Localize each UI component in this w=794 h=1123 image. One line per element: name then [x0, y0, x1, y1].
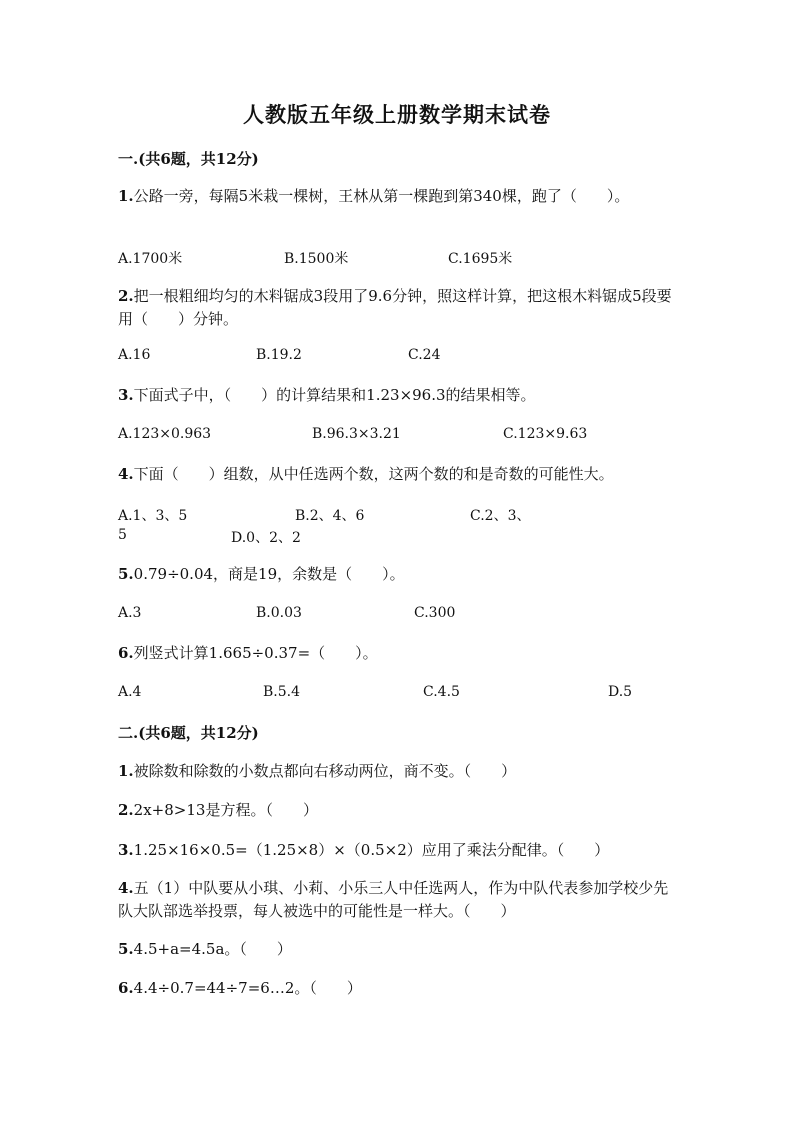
s1-q5-option-a: A.3 — [118, 605, 142, 621]
question-number: 4. — [118, 879, 134, 897]
question-number: 5. — [118, 565, 134, 583]
question-text: 0.79÷0.04，商是19，余数是（ ）。 — [133, 565, 405, 583]
question-text: 2x+8>13是方程。（ ） — [133, 801, 318, 819]
question-text: 公路一旁，每隔5米栽一棵树，王林从第一棵跑到第340棵，跑了（ ）。 — [133, 187, 630, 205]
s1-q1-option-a: A.1700米 — [118, 251, 183, 267]
question-text: 列竖式计算1.665÷0.37=（ ）。 — [133, 644, 378, 662]
question-number: 6. — [118, 979, 134, 997]
s1-q2-option-a: A.16 — [118, 347, 151, 363]
section-2-heading: 二.(共6题，共12分) — [118, 724, 259, 742]
s2-question-5 — [118, 938, 678, 961]
s1-question-4 — [118, 463, 678, 486]
s1-q5-option-b: B.0.03 — [256, 605, 302, 621]
question-number: 3. — [118, 841, 134, 859]
question-text: 把一根粗细均匀的木料锯成3段用了9.6分钟，照这样计算，把这根木料锯成5段要用（ ）分钟。 — [118, 287, 672, 328]
page-title: 人教版五年级上册数学期末试卷 — [243, 102, 551, 127]
s1-q6-option-a: A.4 — [118, 684, 142, 700]
question-text: 1.25×16×0.5=（1.25×8）×（0.5×2）应用了乘法分配律。（ ） — [133, 841, 610, 859]
s1-question-2 — [118, 285, 678, 331]
s2-question-6 — [118, 977, 678, 1000]
question-number: 2. — [118, 801, 134, 819]
question-number: 1. — [118, 187, 134, 205]
s1-q3-option-b: B.96.3×3.21 — [312, 426, 401, 442]
question-text: 下面式子中，（ ）的计算结果和1.23×96.3的结果相等。 — [133, 386, 536, 404]
section-1-heading: 一.(共6题，共12分) — [118, 150, 259, 168]
s1-q4-option-c: C.2、3、 — [470, 508, 531, 524]
s1-q1-option-b: B.1500米 — [284, 251, 349, 267]
question-number: 1. — [118, 762, 134, 780]
s2-question-3 — [118, 839, 678, 862]
s1-q4-option-d: D.0、2、2 — [231, 530, 301, 546]
s1-q6-option-c: C.4.5 — [423, 684, 460, 700]
question-text: 被除数和除数的小数点都向右移动两位，商不变。（ ） — [133, 762, 517, 780]
question-number: 4. — [118, 465, 134, 483]
question-number: 5. — [118, 940, 134, 958]
s2-question-1 — [118, 760, 678, 783]
question-number: 6. — [118, 644, 134, 662]
s1-q1-option-c: C.1695米 — [448, 251, 513, 267]
question-text: 五（1）中队要从小琪、小莉、小乐三人中任选两人，作为中队代表参加学校少先队大队部选举投票，每人被选中的可能性是一样大。（ ） — [118, 879, 669, 920]
s1-q4-option-c-cont: 5 — [118, 527, 127, 543]
s2-question-4 — [118, 877, 678, 923]
question-number: 3. — [118, 386, 134, 404]
question-number: 2. — [118, 287, 134, 305]
question-text: 4.4÷0.7=44÷7=6…2。（ ） — [133, 979, 362, 997]
s1-question-5 — [118, 563, 678, 586]
s1-q4-option-b: B.2、4、6 — [295, 508, 365, 524]
s1-q5-option-c: C.300 — [414, 605, 456, 621]
s2-question-2 — [118, 799, 678, 822]
question-text: 下面（ ）组数，从中任选两个数，这两个数的和是奇数的可能性大。 — [133, 465, 614, 483]
s1-q2-option-c: C.24 — [408, 347, 441, 363]
s1-question-1 — [118, 185, 678, 208]
s1-q2-option-b: B.19.2 — [256, 347, 302, 363]
s1-q3-option-a: A.123×0.963 — [118, 426, 212, 442]
s1-question-6 — [118, 642, 678, 665]
question-text: 4.5+a=4.5a。（ ） — [133, 940, 292, 958]
s1-q4-option-a: A.1、3、5 — [118, 508, 188, 524]
s1-q6-option-d: D.5 — [608, 684, 633, 700]
s1-q3-option-c: C.123×9.63 — [503, 426, 588, 442]
s1-question-3 — [118, 384, 678, 407]
s1-q6-option-b: B.5.4 — [263, 684, 301, 700]
